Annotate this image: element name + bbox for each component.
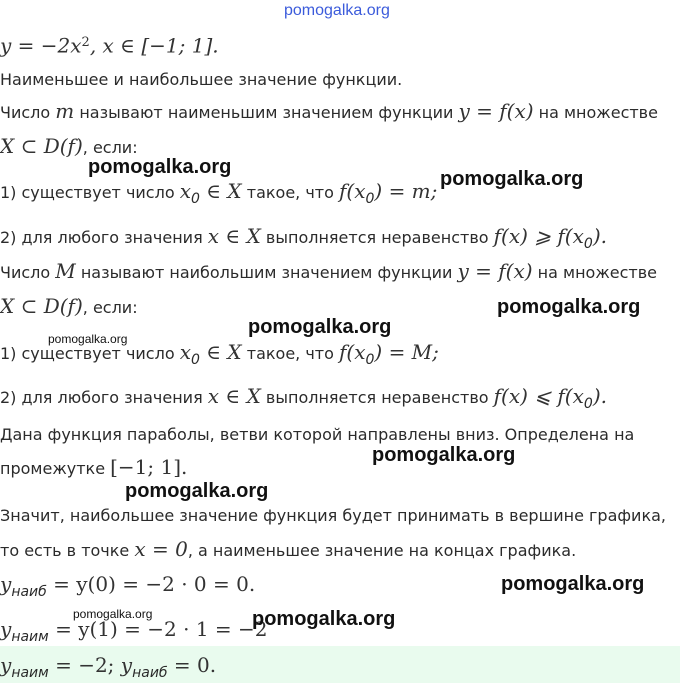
max-c2-x: x ∈ X	[207, 384, 261, 408]
min-c2-text2: выполняется неравенство	[260, 228, 494, 247]
answer-sub2: наиб	[132, 665, 168, 681]
calc-max-y: y	[0, 572, 12, 596]
problem-statement	[0, 32, 219, 58]
def-min-text3: на множестве	[533, 103, 658, 122]
max-c2-text: 2) для любого значения	[0, 388, 208, 407]
def-max-text3: на множестве	[532, 263, 657, 282]
watermark: pomogalka.org	[88, 156, 232, 178]
min-c1-x: x	[179, 179, 191, 203]
site-link[interactable]: pomogalka.org	[284, 2, 390, 19]
watermark: pomogalka.org	[252, 608, 396, 630]
min-condition-2	[0, 225, 607, 250]
max-c2-ineq: f(x) ⩽ f(x	[493, 384, 584, 408]
max-c1-x: x	[179, 340, 191, 364]
min-c1-text: 1) существует число	[0, 183, 180, 202]
min-condition-1	[0, 180, 437, 205]
min-c1-eq-sub: 0	[365, 191, 375, 207]
given-text: промежутке	[0, 459, 111, 478]
watermark: pomogalka.org	[48, 332, 128, 346]
calc-min	[0, 618, 268, 643]
def-min-var: m	[55, 99, 75, 123]
max-c1-text: 1) существует число	[0, 344, 180, 363]
calc-min-y: y	[0, 617, 12, 641]
max-c1-eq-sub: 0	[365, 352, 375, 368]
calc-min-rest: = y(1) = −2 · 1 = −2	[48, 617, 268, 641]
calc-max-sub: наиб	[11, 584, 47, 600]
min-c2-x: x ∈ X	[207, 224, 261, 248]
def-min-line	[0, 100, 658, 124]
given-line-1: Дана функция параболы, ветви которой направлены вниз. Определена на	[0, 425, 635, 444]
def-max-line	[0, 260, 657, 284]
conclusion-line-1: Значит, наибольшее значение функция будет принимать в вершине графика,	[0, 506, 666, 525]
max-c1-in: ∈ X	[199, 340, 242, 364]
watermark: pomogalka.org	[440, 168, 584, 190]
def-min-func: y = f(x)	[458, 99, 534, 123]
max-c1-eq: f(x	[339, 340, 366, 364]
answer-sub1: наим	[11, 665, 49, 681]
watermark: pomogalka.org	[125, 480, 269, 502]
min-c1-eq-end: ) = m;	[374, 179, 438, 203]
concl-text2: , а наименьшее значение на концах графика.	[187, 541, 577, 560]
def-max-set: X ⊂ D(f)	[0, 294, 83, 318]
min-c2-text: 2) для любого значения	[0, 228, 208, 247]
def-min-text: Число	[0, 103, 56, 122]
answer-line	[0, 654, 216, 679]
min-c2-ineq-sub: 0	[583, 236, 593, 252]
def-max-text: Число	[0, 263, 56, 282]
max-c1-eq-end: ) = M;	[374, 340, 439, 364]
answer-mid: = −2;	[48, 653, 121, 677]
min-c1-x-sub: 0	[190, 191, 200, 207]
min-c1-eq: f(x	[339, 179, 366, 203]
watermark: pomogalka.org	[372, 444, 516, 466]
min-c2-ineq-end: ).	[592, 224, 607, 248]
min-c1-in: ∈ X	[199, 179, 242, 203]
section-heading: Наименьшее и наибольшее значение функции.	[0, 70, 403, 89]
min-c2-ineq: f(x) ⩾ f(x	[493, 224, 584, 248]
max-c2-ineq-sub: 0	[583, 396, 593, 412]
def-min-if: , если:	[82, 138, 138, 157]
max-condition-2	[0, 385, 607, 410]
max-c1-x-sub: 0	[190, 352, 200, 368]
given-interval: [−1; 1].	[110, 455, 188, 479]
watermark: pomogalka.org	[501, 573, 645, 595]
concl-text: то есть в точке	[0, 541, 135, 560]
def-max-text2: называют наибольшим значением функции	[75, 263, 458, 282]
min-c1-text2: такое, что	[241, 183, 339, 202]
max-c1-text2: такое, что	[241, 344, 339, 363]
def-min-set: X ⊂ D(f)	[0, 134, 83, 158]
watermark: pomogalka.org	[497, 296, 641, 318]
concl-point: x = 0	[134, 537, 188, 561]
calc-max	[0, 573, 255, 598]
def-max-func: y = f(x)	[457, 259, 533, 283]
def-min-text2: называют наименьшим значением функции	[74, 103, 459, 122]
calc-min-sub: наим	[11, 629, 49, 645]
max-c2-text2: выполняется неравенство	[260, 388, 494, 407]
def-max-var: M	[55, 259, 76, 283]
calc-max-rest: = y(0) = −2 · 0 = 0.	[46, 572, 256, 596]
answer-y2: y	[120, 653, 133, 677]
problem-domain: , x ∈ [−1; 1].	[89, 33, 219, 58]
answer-end: = 0.	[167, 653, 217, 677]
conclusion-line-2	[0, 538, 576, 562]
def-max-set-line	[0, 295, 138, 319]
watermark: pomogalka.org	[73, 607, 153, 621]
given-line-2	[0, 456, 187, 480]
max-c2-ineq-end: ).	[592, 384, 607, 408]
watermark: pomogalka.org	[248, 316, 392, 338]
def-max-if: , если:	[82, 298, 138, 317]
answer-y1: y	[0, 653, 12, 677]
problem-function: y = −2x	[0, 33, 82, 58]
problem-exponent: 2	[81, 35, 90, 50]
